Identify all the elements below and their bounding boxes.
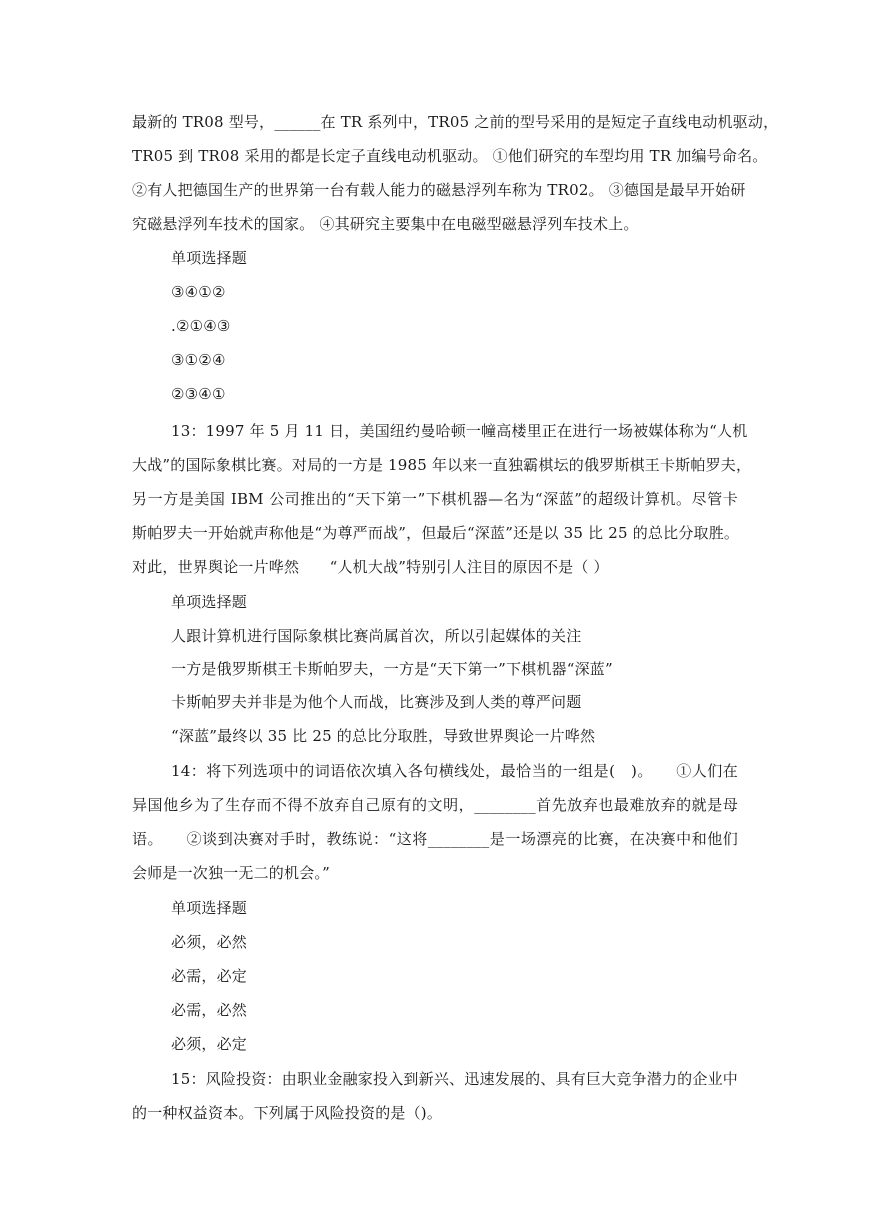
- answer-option: 必需，必定: [171, 967, 248, 985]
- question-text-line: 大战”的国际象棋比赛。对局的一方是 1985 年以来一直独霸棋坛的俄罗斯棋王卡斯帕罗夫，: [132, 456, 752, 474]
- question-text-line: 语。 ②谈到决赛对手时，教练说：“这将________是一场漂亮的比赛，在决赛中和他们: [132, 830, 738, 848]
- question-text-line: 另一方是美国 IBM 公司推出的“天下第一”下棋机器—名为“深蓝”的超级计算机。尽管卡: [132, 490, 738, 508]
- question-text-line: 异国他乡为了生存而不得不放弃自己原有的文明，________首先放弃也最难放弃的就是母: [132, 796, 738, 814]
- question-type-label: 单项选择题: [171, 899, 248, 917]
- passage-line: ②有人把德国生产的世界第一台有载人能力的磁悬浮列车称为 TR02。 ③德国是最早开始研: [132, 181, 746, 199]
- question-text-line: 14：将下列选项中的词语依次填入各句横线处，最恰当的一组是( )。 ①人们在: [171, 762, 738, 780]
- answer-option: 必须，必然: [171, 933, 248, 951]
- answer-option: 人跟计算机进行国际象棋比赛尚属首次，所以引起媒体的关注: [171, 627, 582, 645]
- passage-line: 最新的 TR08 型号，______在 TR 系列中，TR05 之前的型号采用的是短定子直线电动机驱动，: [132, 113, 779, 131]
- question-text-line: 斯帕罗夫一开始就声称他是“为尊严而战”，但最后“深蓝”还是以 35 比 25 的总比分取胜。: [132, 524, 740, 542]
- answer-option: 一方是俄罗斯棋王卡斯帕罗夫，一方是“天下第一”下棋机器“深蓝”: [171, 660, 613, 678]
- passage-line: TR05 到 TR08 采用的都是长定子直线电动机驱动。 ①他们研究的车型均用 TR 加编号命名。: [132, 147, 768, 165]
- answer-option: 必须，必定: [171, 1035, 248, 1053]
- question-text-line: 对此，世界舆论一片哗然 “人机大战”特别引人注目的原因不是（ ）: [132, 558, 609, 576]
- question-text-line: 会师是一次独一无二的机会。”: [132, 864, 330, 882]
- question-text-line: 15：风险投资：由职业金融家投入到新兴、迅速发展的、具有巨大竞争潜力的企业中: [171, 1070, 738, 1088]
- answer-option: “深蓝”最终以 35 比 25 的总比分取胜，导致世界舆论一片哗然: [171, 727, 596, 745]
- answer-option: 必需，必然: [171, 1001, 248, 1019]
- answer-option: 卡斯帕罗夫并非是为他个人而战，比赛涉及到人类的尊严问题: [171, 693, 582, 711]
- answer-option: .②①④③: [171, 317, 231, 335]
- question-text-line: 13：1997 年 5 月 11 日，美国纽约曼哈顿一幢高楼里正在进行一场被媒体称为“人机: [171, 422, 748, 440]
- answer-option: ②③④①: [171, 385, 226, 403]
- question-text-line: 的一种权益资本。下列属于风险投资的是（)。: [132, 1104, 443, 1122]
- answer-option: ③①②④: [171, 351, 226, 369]
- question-type-label: 单项选择题: [171, 249, 248, 267]
- question-type-label: 单项选择题: [171, 593, 248, 611]
- answer-option: ③④①②: [171, 283, 226, 301]
- passage-line: 究磁悬浮列车技术的国家。 ④其研究主要集中在电磁型磁悬浮列车技术上。: [132, 215, 639, 233]
